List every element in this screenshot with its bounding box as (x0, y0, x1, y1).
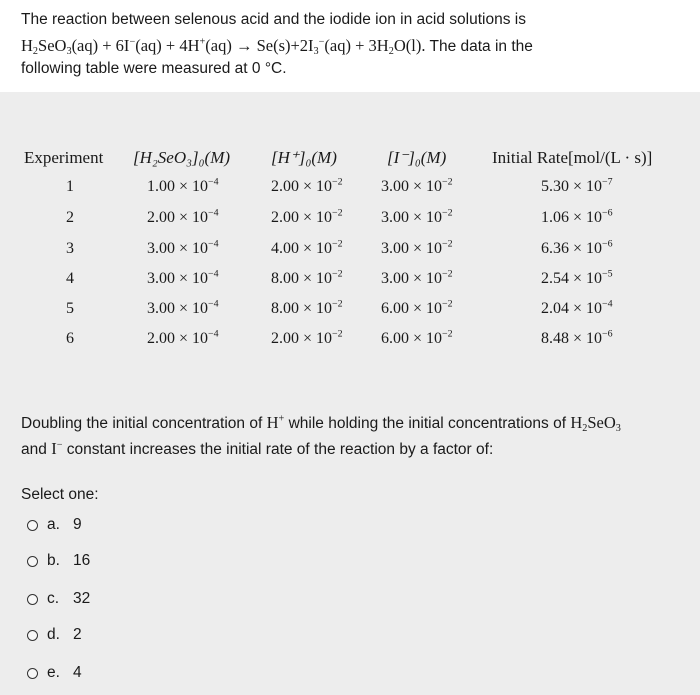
exponent: −2 (442, 207, 453, 219)
mantissa: 8.00 (271, 270, 299, 287)
table-cell-experiment: 6 (66, 330, 74, 347)
table-cell-experiment: 1 (66, 178, 74, 195)
exponent: −2 (332, 298, 343, 310)
option-c[interactable]: c. 32 (27, 588, 90, 610)
exponent: −4 (208, 328, 219, 340)
header-h-plus: [H⁺]₀(M) (271, 148, 337, 167)
mantissa: 1.00 (147, 178, 175, 195)
table-cell-rate: $6.36 \times 10^{-6}$ (541, 238, 613, 257)
header-initial-rate: Initial Rate[mol/(L · s)] (492, 148, 653, 167)
question-line-1: Doubling the initial concentration of H+ while holding the initial concentrations of $H_2SeO_3$ (21, 413, 621, 435)
exponent: −2 (332, 176, 343, 188)
exponent: −2 (442, 298, 453, 310)
reaction-equation: $H_2SeO_3(aq) + 6I^-(aq) + 4H^+(aq) \to Se(s)+2I_3^-(aq) + 3H_2O(l)$. The data in the (21, 36, 533, 58)
mantissa: 6.36 (541, 240, 569, 257)
exponent: −4 (208, 298, 219, 310)
table-cell-rate: $8.48 \times 10^{-6}$ (541, 328, 613, 347)
mantissa: 3.00 (381, 240, 409, 257)
radio-button[interactable] (27, 556, 38, 567)
header-h2seo3: [H₂SeO₃]₀(M) (133, 148, 231, 167)
exponent: −2 (442, 176, 453, 188)
table-cell-i: $3.00 \times 10^{-2}$ (381, 176, 453, 195)
table-cell-h: $4.00 \times 10^{-2}$ (271, 238, 343, 257)
mantissa: 2.04 (541, 300, 569, 317)
exponent: −2 (332, 268, 343, 280)
table-cell-h: $8.00 \times 10^{-2}$ (271, 268, 343, 287)
exponent: −2 (332, 328, 343, 340)
table-cell-rate: $2.04 \times 10^{-4}$ (541, 298, 613, 317)
mantissa: 8.00 (271, 300, 299, 317)
mantissa: 5.30 (541, 178, 569, 195)
mantissa: 2.00 (147, 330, 175, 347)
option-b[interactable]: b. 16 (27, 550, 90, 572)
exponent: −7 (602, 176, 613, 188)
option-d[interactable]: d. 2 (27, 624, 82, 646)
table-cell-i: $3.00 \times 10^{-2}$ (381, 268, 453, 287)
exponent: −4 (602, 298, 613, 310)
table-cell-h: $2.00 \times 10^{-2}$ (271, 328, 343, 347)
mantissa: 3.00 (381, 178, 409, 195)
header-experiment: Experiment (24, 148, 104, 167)
table-cell-i: $3.00 \times 10^{-2}$ (381, 207, 453, 226)
mantissa: 8.48 (541, 330, 569, 347)
question-line-2: and I− constant increases the initial rate of the reaction by a factor of: (21, 439, 494, 458)
exponent: −4 (208, 238, 219, 250)
table-cell-h2seo3: $3.00 \times 10^{-4}$ (147, 298, 219, 317)
exponent: −2 (442, 328, 453, 340)
mantissa: 6.00 (381, 300, 409, 317)
mantissa: 3.00 (381, 209, 409, 226)
table-cell-h: $2.00 \times 10^{-2}$ (271, 176, 343, 195)
mantissa: 1.06 (541, 209, 569, 226)
table-cell-i: $6.00 \times 10^{-2}$ (381, 298, 453, 317)
table-cell-experiment: 5 (66, 300, 74, 317)
table-cell-h2seo3: $1.00 \times 10^{-4}$ (147, 176, 219, 195)
table-cell-h: $2.00 \times 10^{-2}$ (271, 207, 343, 226)
mantissa: 2.00 (271, 209, 299, 226)
mantissa: 2.00 (271, 330, 299, 347)
option-a[interactable]: a. 9 (27, 514, 82, 536)
table-cell-i: $6.00 \times 10^{-2}$ (381, 328, 453, 347)
table-cell-h2seo3: $2.00 \times 10^{-4}$ (147, 207, 219, 226)
exponent: −4 (208, 176, 219, 188)
table-cell-h2seo3: $3.00 \times 10^{-4}$ (147, 238, 219, 257)
question-text (21, 410, 621, 462)
radio-button[interactable] (27, 520, 38, 531)
exponent: −6 (602, 207, 613, 219)
radio-button[interactable] (27, 668, 38, 679)
exponent: −6 (602, 328, 613, 340)
exponent: −2 (442, 238, 453, 250)
exponent: −2 (332, 238, 343, 250)
intro-text: The reaction between selenous acid and the iodide ion in acid solutions is (21, 11, 526, 28)
mantissa: 3.00 (147, 240, 175, 257)
table-cell-h: $8.00 \times 10^{-2}$ (271, 298, 343, 317)
radio-button[interactable] (27, 594, 38, 605)
equation-tail-text: The data in the (429, 38, 533, 55)
table-cell-experiment: 4 (66, 270, 74, 287)
mantissa: 3.00 (381, 270, 409, 287)
exponent: −6 (602, 238, 613, 250)
exponent: −4 (208, 268, 219, 280)
table-cell-rate: $2.54 \times 10^{-5}$ (541, 268, 613, 287)
exponent: −2 (332, 207, 343, 219)
mantissa: 3.00 (147, 300, 175, 317)
mantissa: 2.00 (147, 209, 175, 226)
table-cell-h2seo3: $3.00 \times 10^{-4}$ (147, 268, 219, 287)
exponent: −4 (208, 207, 219, 219)
option-e[interactable]: e. 4 (27, 662, 82, 684)
radio-button[interactable] (27, 630, 38, 641)
conditions-text: following table were measured at 0 °C. (21, 60, 287, 77)
table-cell-rate: $5.30 \times 10^{-7}$ (541, 176, 613, 195)
table-cell-experiment: 3 (66, 240, 74, 257)
mantissa: 6.00 (381, 330, 409, 347)
table-cell-experiment: 2 (66, 209, 74, 226)
table-cell-rate: $1.06 \times 10^{-6}$ (541, 207, 613, 226)
header-iodide: [I⁻]₀(M) (387, 148, 447, 167)
exponent: −2 (442, 268, 453, 280)
select-one-label: Select one: (21, 486, 99, 503)
table-cell-h2seo3: $2.00 \times 10^{-4}$ (147, 328, 219, 347)
table-cell-i: $3.00 \times 10^{-2}$ (381, 238, 453, 257)
mantissa: 2.54 (541, 270, 569, 287)
exponent: −5 (602, 268, 613, 280)
mantissa: 4.00 (271, 240, 299, 257)
mantissa: 3.00 (147, 270, 175, 287)
question-header (0, 0, 700, 92)
mantissa: 2.00 (271, 178, 299, 195)
